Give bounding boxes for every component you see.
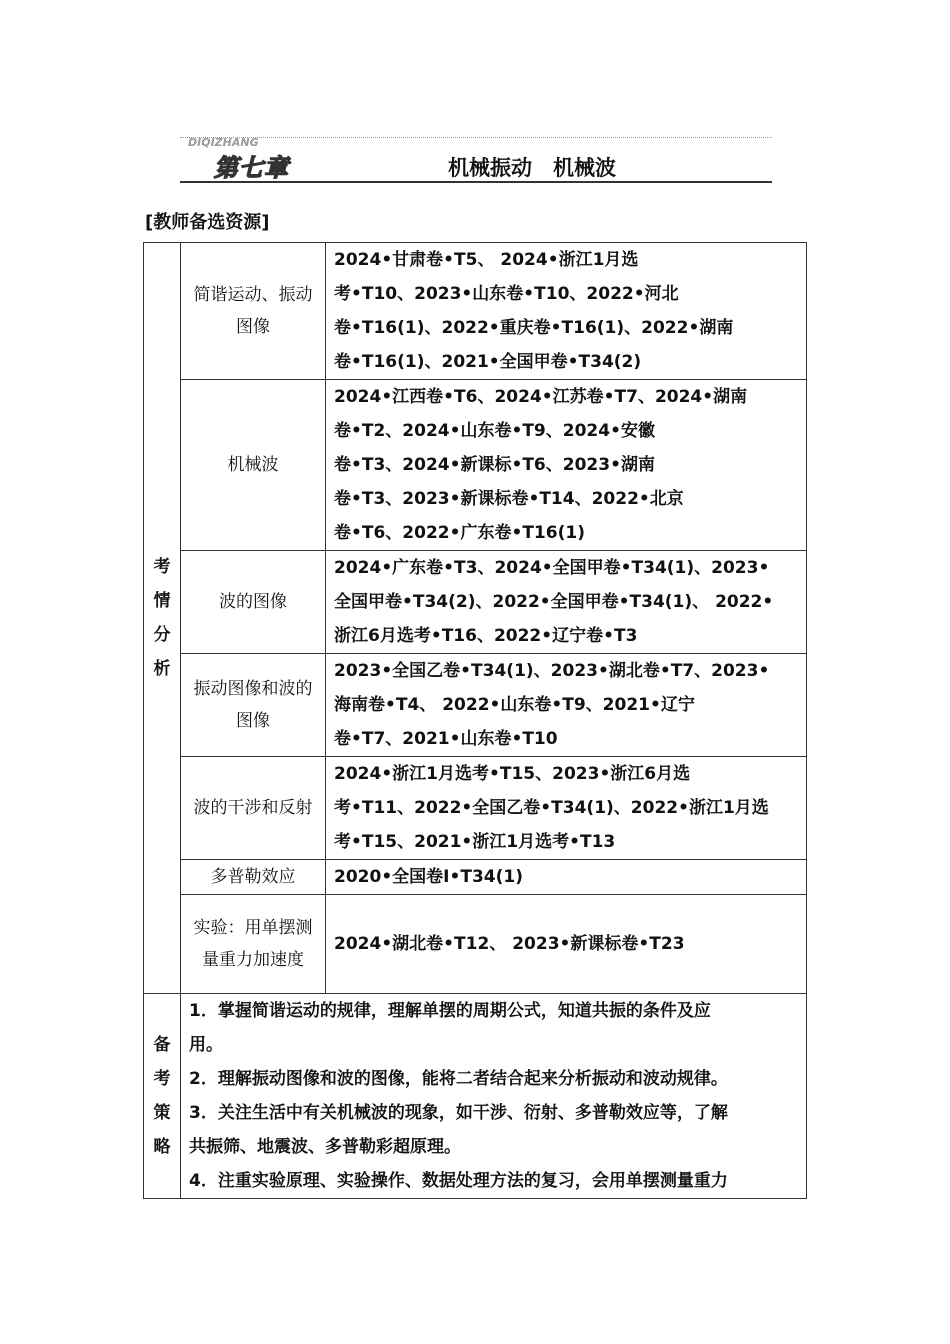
topic-cell: 简谐运动、振动图像 bbox=[181, 243, 326, 380]
exam-reference-line: 考•T10、2023•山东卷•T10、2022•河北 bbox=[334, 284, 679, 304]
exam-reference-line: 卷•T7、2021•山东卷•T10 bbox=[334, 729, 558, 749]
analysis-row bbox=[144, 654, 807, 757]
exam-references-cell bbox=[326, 757, 807, 860]
exam-reference-line: 卷•T16(1)、2022•重庆卷•T16(1)、2022•湖南 bbox=[334, 318, 734, 338]
exam-analysis-table bbox=[143, 242, 807, 1199]
header-rule bbox=[180, 181, 772, 183]
side-char: 考 bbox=[153, 1069, 171, 1089]
side-char: 考 bbox=[153, 557, 171, 577]
strategy-side-label bbox=[144, 994, 181, 1199]
analysis-side-label bbox=[144, 243, 181, 994]
chapter-title: 机械振动 机械波 bbox=[448, 156, 616, 180]
resource-label: [教师备选资源] bbox=[145, 212, 270, 233]
exam-reference-line: 2020•全国卷Ⅰ•T34(1) bbox=[334, 867, 523, 887]
side-char: 析 bbox=[153, 659, 171, 679]
topic-cell: 多普勒效应 bbox=[181, 860, 326, 895]
side-char: 情 bbox=[153, 591, 171, 611]
chapter-header bbox=[180, 134, 772, 186]
exam-reference-line: 考•T11、2022•全国乙卷•T34(1)、2022•浙江1月选 bbox=[334, 798, 769, 818]
exam-references-cell bbox=[326, 551, 807, 654]
topic-cell: 机械波 bbox=[181, 380, 326, 551]
analysis-row bbox=[144, 895, 807, 994]
header-dotted-rule bbox=[180, 137, 772, 138]
exam-reference-line: 2024•甘肃卷•T5、 2024•浙江1月选 bbox=[334, 250, 639, 270]
exam-reference-line: 2024•江西卷•T6、2024•江苏卷•T7、2024•湖南 bbox=[334, 387, 748, 407]
strategy-line: 4．注重实验原理、实验操作、数据处理方法的复习，会用单摆测量重力 bbox=[189, 1171, 728, 1191]
exam-reference-line: 考•T15、2021•浙江1月选考•T13 bbox=[334, 832, 616, 852]
exam-reference-line: 卷•T3、2024•新课标•T6、2023•湖南 bbox=[334, 455, 655, 475]
exam-reference-line: 2024•浙江1月选考•T15、2023•浙江6月选 bbox=[334, 764, 691, 784]
topic-cell: 振动图像和波的图像 bbox=[181, 654, 326, 757]
exam-reference-line: 卷•T3、2023•新课标卷•T14、2022•北京 bbox=[334, 489, 684, 509]
exam-reference-line: 海南卷•T4、 2022•山东卷•T9、2021•辽宁 bbox=[334, 695, 695, 715]
exam-references-cell bbox=[326, 895, 807, 994]
exam-references-cell bbox=[326, 860, 807, 895]
exam-references-cell bbox=[326, 243, 807, 380]
analysis-row bbox=[144, 551, 807, 654]
strategy-line: 1．掌握简谐运动的规律，理解单摆的周期公式，知道共振的条件及应 bbox=[189, 1001, 711, 1021]
analysis-row bbox=[144, 380, 807, 551]
strategy-line: 3．关注生活中有关机械波的现象，如干涉、衍射、多普勒效应等，了解 bbox=[189, 1103, 728, 1123]
side-char: 策 bbox=[153, 1103, 171, 1123]
strategy-line: 用。 bbox=[189, 1035, 223, 1055]
analysis-row bbox=[144, 860, 807, 895]
topic-cell: 实验：用单摆测量重力加速度 bbox=[181, 895, 326, 994]
exam-references-cell bbox=[326, 654, 807, 757]
exam-reference-line: 2024•湖北卷•T12、 2023•新课标卷•T23 bbox=[334, 934, 685, 954]
exam-reference-line: 卷•T16(1)、2021•全国甲卷•T34(2) bbox=[334, 352, 642, 372]
analysis-row bbox=[144, 757, 807, 860]
topic-cell: 波的干涉和反射 bbox=[181, 757, 326, 860]
strategy-line: 2．理解振动图像和波的图像，能将二者结合起来分析振动和波动规律。 bbox=[189, 1069, 728, 1089]
strategy-line: 共振筛、地震波、多普勒彩超原理。 bbox=[189, 1137, 461, 1157]
exam-reference-line: 卷•T2、2024•山东卷•T9、2024•安徽 bbox=[334, 421, 655, 441]
exam-reference-line: 2023•全国乙卷•T34(1)、2023•湖北卷•T7、2023• bbox=[334, 661, 770, 681]
analysis-row bbox=[144, 243, 807, 380]
exam-reference-line: 浙江6月选考•T16、2022•辽宁卷•T3 bbox=[334, 626, 638, 646]
side-char: 备 bbox=[153, 1035, 171, 1055]
exam-references-cell bbox=[326, 380, 807, 551]
exam-reference-line: 卷•T6、2022•广东卷•T16(1) bbox=[334, 523, 585, 543]
side-char: 分 bbox=[153, 625, 171, 645]
side-char: 略 bbox=[153, 1137, 171, 1157]
chapter-pinyin: DIQIZHANG bbox=[188, 136, 259, 149]
exam-reference-line: 2024•广东卷•T3、2024•全国甲卷•T34(1)、2023• bbox=[334, 558, 770, 578]
chapter-label: 第七章 bbox=[214, 154, 289, 182]
strategy-text bbox=[181, 994, 807, 1199]
strategy-row bbox=[144, 994, 807, 1199]
topic-cell: 波的图像 bbox=[181, 551, 326, 654]
exam-reference-line: 全国甲卷•T34(2)、2022•全国甲卷•T34(1)、 2022• bbox=[334, 592, 774, 612]
